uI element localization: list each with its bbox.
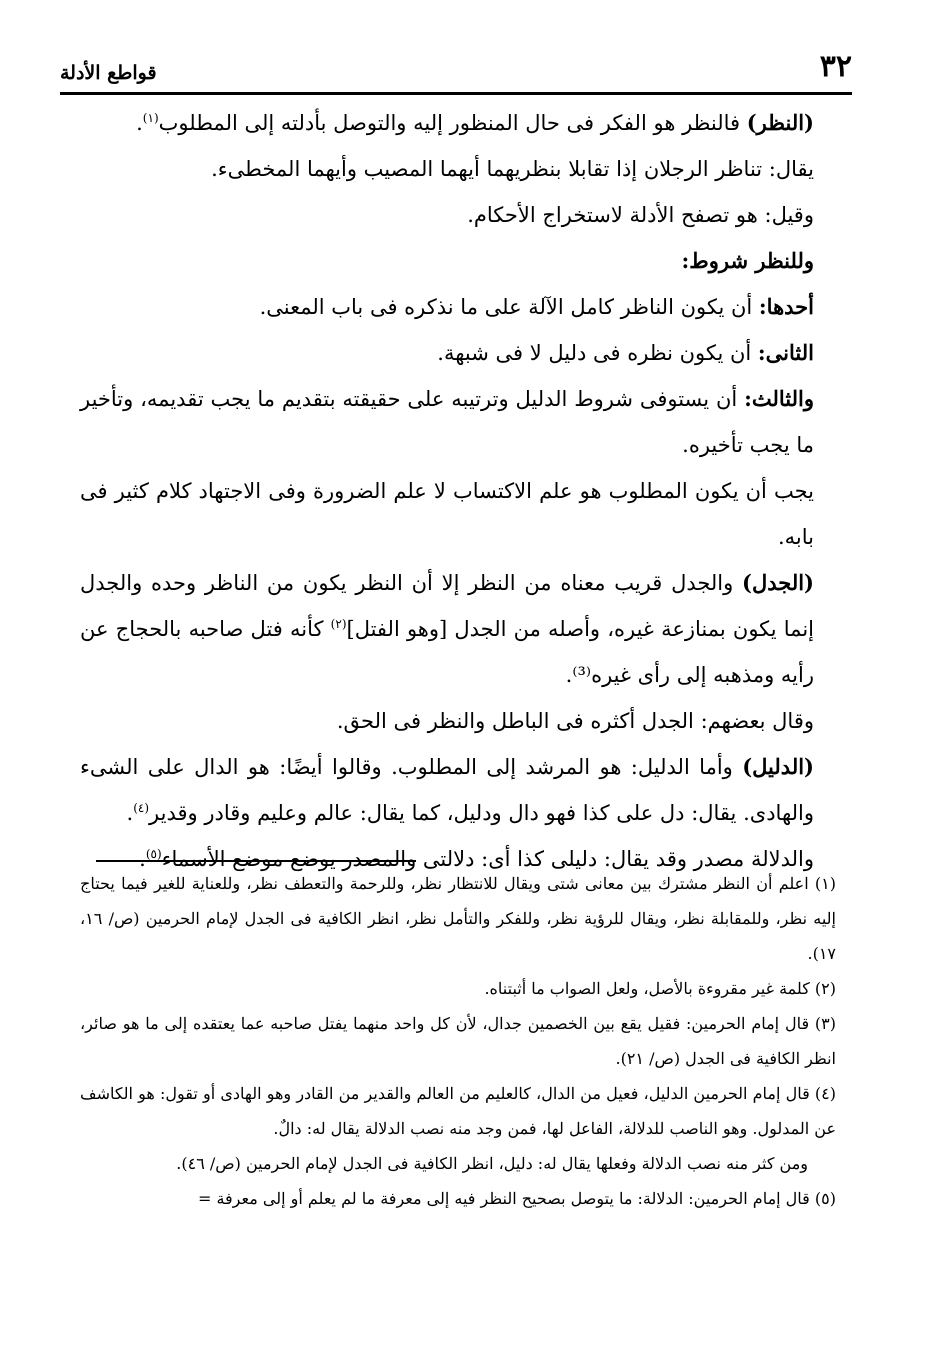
- footnotes: [80, 866, 836, 1216]
- term-label: أحدها:: [758, 294, 814, 319]
- header-rule: [60, 92, 852, 95]
- page-number: ٣٢: [819, 49, 852, 84]
- paragraph: والثالث: أن يستوفى شروط الدليل وترتيبه على حقيقته بتقديم ما يجب تقديمه، وتأخير ما يجب تأخيره.: [80, 386, 814, 457]
- footnote-ref: (٥): [145, 847, 162, 861]
- paragraph: يجب أن يكون المطلوب هو علم الاكتساب لا علم الضرورة وفى الاجتهاد كلام كثير فى بابه.: [80, 479, 814, 549]
- footnote: (٣) قال إمام الحرمين: فقيل يقع بين الخصمين جدال، لأن كل واحد منهما يفتل صاحبه عما يعتقده إلى ما هو صائر، انظر الكافية فى الجدل (ص/ ٢١).: [80, 1014, 836, 1068]
- main-text: [80, 100, 836, 882]
- footnote-ref: (٢): [330, 617, 347, 631]
- paragraph: يقال: تناظر الرجلان إذا تقابلا بنظريهما أيهما المصيب وأيهما المخطىء.: [211, 157, 814, 181]
- paragraph: (الجدل) والجدل قريب معناه من النظر إلا أن النظر يكون من الناظر وحده والجدل إنما يكون بمنازعة غيره، وأصله من الجدل [وهو الفتل]$^{(٢)}$ كأنه فتل صاحبه بالحجاج عن رأيه ومذهبه إلى رأى غيره⁽³⁾.: [80, 570, 814, 687]
- footnote-rule: [96, 860, 416, 862]
- footnote: (٥) قال إمام الحرمين: الدلالة: ما يتوصل بصحيح النظر فيه إلى معرفة ما لم يعلم أو إلى معرفة =: [197, 1189, 836, 1208]
- term-label: (الدليل): [742, 754, 814, 779]
- term-label: وللنظر شروط:: [681, 248, 814, 273]
- footnote: (٢) كلمة غير مقروءة بالأصل، ولعل الصواب ما أثبتناه.: [484, 979, 836, 998]
- term-label: (الجدل): [742, 570, 814, 595]
- paragraph: [80, 238, 836, 284]
- term-label: والثالث:: [744, 386, 814, 411]
- footnote-ref: (٤): [133, 801, 150, 815]
- paragraph: وقال بعضهم: الجدل أكثره فى الباطل والنظر فى الحق.: [336, 709, 814, 733]
- term-label: (النظر): [746, 110, 814, 135]
- paragraph: (النظر) فالنظر هو الفكر فى حال المنظور إليه والتوصل بأدلته إلى المطلوب$^{(١)}$.: [136, 110, 814, 135]
- footnote: (١) اعلم أن النظر مشترك بين معانى شتى ويقال للانتظار نظر، وللرحمة والتعطف نظر، وللعناية للغير فيما يحتاج إليه نظر، وللمقابلة نظر، ويقال للرؤية نظر، وللفكر والتأمل نظر، انظر الكافية فى الجدل لإمام الحرمين (ص/ ١٦، ١٧).: [80, 874, 837, 963]
- running-title: قواطع الأدلة: [60, 62, 157, 84]
- term-label: الثانى:: [757, 340, 814, 365]
- footnote: (٤) قال إمام الحرمين الدليل، فعيل من الدال، كالعليم من العالم والقدير من القادر وهو الهادى أو تقول: هو الكاشف عن المدلول. وهو الناصب للدلالة، الفاعل لها، فمن وجد منه نصب الدلالة يقال له: دالٌ.: [80, 1084, 836, 1138]
- paragraph: أحدها: أن يكون الناظر كامل الآلة على ما نذكره فى باب المعنى.: [259, 294, 814, 319]
- paragraph: والدلالة مصدر وقد يقال: دليلى كذا أى: دلالتى والمصدر يوضع موضع الأسماء$^{(٥)}$.: [139, 847, 814, 871]
- paragraph: (الدليل) وأما الدليل: هو المرشد إلى المطلوب. وقالوا أيضًا: هو الدال على الشىء والهادى. يقال: دل على كذا فهو دال ودليل، كما يقال: عالم وعليم وقادر وقدير$^{(٤)}$.: [80, 754, 814, 825]
- paragraph: وقيل: هو تصفح الأدلة لاستخراج الأحكام.: [467, 203, 814, 227]
- footnote-ref: (١): [142, 111, 159, 125]
- paragraph: الثانى: أن يكون نظره فى دليل لا فى شبهة.: [437, 340, 814, 365]
- footnote-continuation: ومن كثر منه نصب الدلالة وفعلها يقال له: دليل، انظر الكافية فى الجدل لإمام الحرمين (ص/ ٤٦).: [176, 1154, 808, 1173]
- page-header: [60, 44, 852, 84]
